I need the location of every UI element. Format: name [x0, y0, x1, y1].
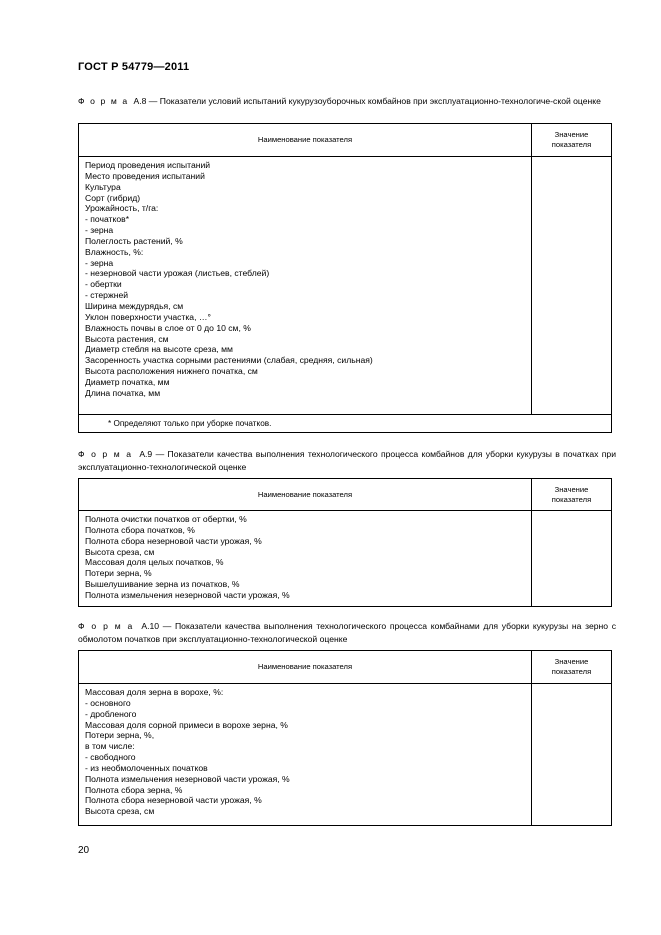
form-a8-caption [78, 95, 618, 108]
list-item: Урожайность, т/га: [85, 203, 159, 214]
list-item: - зерна [85, 257, 114, 268]
list-item: в том числе: [85, 741, 135, 752]
list-item: Полнота сбора початков, % [85, 524, 195, 535]
list-item: - початков* [85, 214, 130, 225]
form-a8-table [78, 123, 612, 433]
list-item: - зерна [85, 225, 114, 236]
list-item: Полнота очистки початков от обертки, % [85, 514, 247, 524]
form-a9-col-value [532, 479, 612, 511]
list-item: - стержней [85, 290, 129, 301]
form-a10-col-name: Наименование показателя [79, 651, 532, 684]
form-a8-col-name: Наименование показателя [79, 124, 532, 157]
list-item: Высота расположения нижнего початка, см [85, 366, 258, 377]
list-item: Длина початка, мм [85, 387, 161, 398]
list-item: Влажность почвы в слое от 0 до 10 см, % [85, 322, 251, 333]
form-a8-rows-cell [79, 157, 532, 415]
list-item: Массовая доля сорной примеси в ворохе зерна, % [85, 719, 288, 730]
list-item: - незерновой части урожая (листьев, стеблей) [85, 268, 270, 279]
list-item: Сорт (гибрид) [85, 192, 141, 203]
list-item: Влажность, %: [85, 246, 144, 257]
list-item: Массовая доля зерна в ворохе, %: [85, 687, 224, 697]
document-header: ГОСТ Р 54779—2011 [78, 61, 190, 73]
form-a8-col-value-line2: показателя [551, 140, 592, 149]
form-a10-col-value-line1: Значение [554, 657, 589, 666]
form-a10-rows-cell [79, 684, 532, 826]
form-a8-col-value-line1: Значение [554, 130, 589, 139]
form-a9-rows-cell [79, 511, 532, 607]
form-a9-col-value-line2: показателя [551, 494, 592, 504]
list-item: Полнота сбора незерновой части урожая, % [85, 795, 262, 806]
form-a9-prefix: Ф о р м а [78, 449, 133, 459]
form-a10-table [78, 650, 612, 826]
list-item: Полнота сбора зерна, % [85, 784, 183, 795]
form-a9-col-value-line1: Значение [554, 484, 589, 494]
form-a8-footnote: * Определяют только при уборке початков. [79, 415, 612, 433]
form-a10-caption [78, 620, 616, 645]
form-a9-caption-text: А.9 — Показатели качества выполнения технологического процесса комбайнов для уборки кукурузы в початках при эксплуатационно-технологической оценке [78, 449, 616, 472]
list-item: Потери зерна, % [85, 568, 152, 579]
form-a10-value-cell [532, 684, 612, 826]
form-a8-col-value [532, 124, 612, 157]
list-item: - из необмолоченных початков [85, 762, 208, 773]
list-item: Диаметр стебля на высоте среза, мм [85, 344, 233, 355]
list-item: - свободного [85, 752, 136, 763]
list-item: Потери зерна, %, [85, 730, 155, 741]
list-item: Полнота измельчения незерновой части урожая, % [85, 773, 290, 784]
list-item: Полнота сбора незерновой части урожая, % [85, 535, 262, 546]
list-item: Полеглость растений, % [85, 235, 183, 246]
form-a9-table [78, 478, 612, 607]
page-number: 20 [78, 845, 90, 856]
form-a8-caption-text: А.8 — Показатели условий испытаний кукурузоуборочных комбайнов при эксплуатационно-технологиче-ской оценке [133, 96, 601, 106]
list-item: Вышелушивание зерна из початков, % [85, 579, 240, 590]
list-item: Период проведения испытаний [85, 160, 211, 170]
list-item: Высота среза, см [85, 806, 155, 817]
form-a10-col-value [532, 651, 612, 684]
list-item: - обертки [85, 279, 122, 290]
form-a9-caption [78, 448, 616, 473]
list-item: Культура [85, 181, 121, 192]
list-item: Диаметр початка, мм [85, 376, 170, 387]
list-item: Высота растения, см [85, 333, 169, 344]
form-a8-prefix: Ф о р м а [78, 96, 129, 106]
list-item: Уклон поверхности участка, …° [85, 311, 211, 322]
list-item: Ширина междурядья, см [85, 300, 184, 311]
list-item: Массовая доля целых початков, % [85, 557, 224, 568]
form-a10-caption-text: А.10 — Показатели качества выполнения технологического процесса комбайнами для уборки кукурузы на зерно с обмолотом початков при эксплуатационно-технологической оценке [78, 621, 617, 644]
list-item: Место проведения испытаний [85, 170, 205, 181]
form-a10-col-value-line2: показателя [551, 667, 592, 676]
form-a10-prefix: Ф о р м а [78, 621, 134, 631]
form-a9-col-name: Наименование показателя [79, 479, 532, 511]
form-a9-value-cell [532, 511, 612, 607]
list-item: - дробленого [85, 708, 137, 719]
list-item: Высота среза, см [85, 546, 155, 557]
form-a8-value-cell [532, 157, 612, 415]
list-item: Засоренность участка сорными растениями (слабая, средняя, сильная) [85, 355, 373, 366]
list-item: - основного [85, 697, 131, 708]
list-item: Полнота измельчения незерновой части урожая, % [85, 589, 290, 600]
